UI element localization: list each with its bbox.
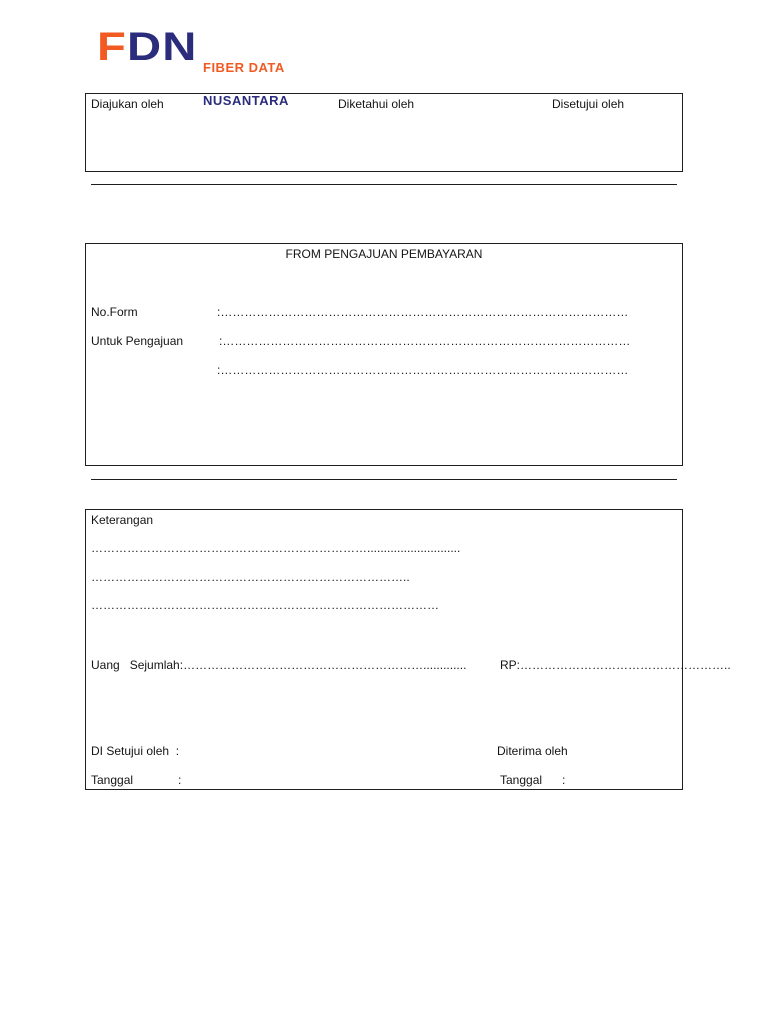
purpose-extra-field: :………………………………………………………………………………………… bbox=[217, 363, 629, 377]
divider-1 bbox=[91, 184, 677, 185]
date-right-colon: : bbox=[562, 773, 566, 787]
logo-wordmark bbox=[97, 24, 198, 70]
rp-row bbox=[500, 658, 731, 672]
amount-field: ……………………………………………………............. bbox=[183, 658, 467, 672]
divider-2 bbox=[91, 479, 677, 480]
no-form-label: No.Form bbox=[91, 305, 138, 319]
date-left-colon: : bbox=[178, 773, 182, 787]
acknowledged-by-label: Diketahui oleh bbox=[338, 97, 415, 111]
amount-row bbox=[91, 658, 466, 672]
amount-label: Uang Sejumlah: bbox=[91, 658, 184, 672]
submitted-by-label: Diajukan oleh bbox=[91, 97, 164, 111]
date-left-label: Tanggal bbox=[91, 773, 134, 787]
notes-line: …………………………………………………………………….. bbox=[91, 570, 410, 584]
form-box bbox=[85, 243, 683, 466]
received-by-label: Diterima oleh bbox=[497, 744, 568, 758]
form-title: FROM PENGAJUAN PEMBAYARAN bbox=[285, 247, 483, 261]
purpose-field: :………………………………………………………………………………………… bbox=[219, 334, 631, 348]
rp-field: …………………………………………….. bbox=[520, 658, 731, 672]
notes-line: …………………………………………………………………………… bbox=[91, 598, 439, 612]
purpose-label: Untuk Pengajuan bbox=[91, 334, 184, 348]
logo-line-nusantara: NUSANTARA bbox=[203, 93, 289, 108]
approved-by-signature-label: DI Setujui oleh : bbox=[91, 744, 180, 758]
no-form-field: :………………………………………………………………………………………… bbox=[217, 305, 629, 319]
notes-line: ……………………………………………………………............................ bbox=[91, 541, 461, 555]
logo-line-fiber-data: FIBER DATA bbox=[203, 60, 285, 75]
rp-label: RP: bbox=[500, 658, 521, 672]
logo-letter-f: F bbox=[97, 25, 128, 69]
logo-letters-dn: DN bbox=[127, 25, 198, 69]
approved-by-label: Disetujui oleh bbox=[552, 97, 625, 111]
date-right-label: Tanggal bbox=[500, 773, 543, 787]
notes-label: Keterangan bbox=[91, 513, 154, 527]
